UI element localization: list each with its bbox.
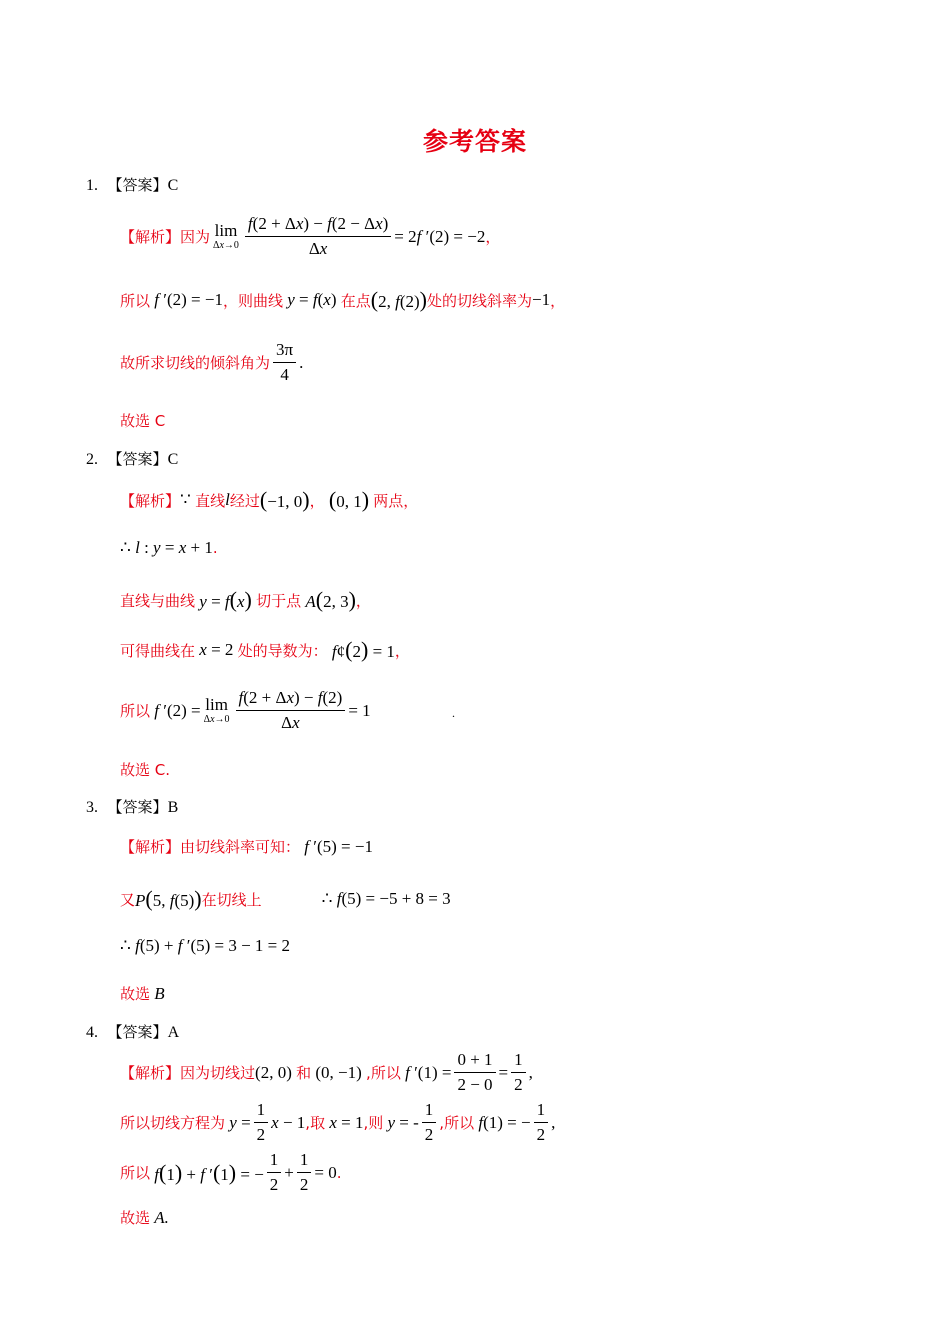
q4-l3-a: 所以 — [120, 1164, 151, 1182]
page-title: 参考答案 — [422, 127, 527, 156]
q4-tangent-rest: x − 1 — [271, 1112, 306, 1132]
q3-choose-letter: B — [154, 983, 165, 1003]
q2-l3-a: 直线与曲线 — [120, 591, 196, 610]
q1-difference-quotient: $\frac{f(2 + \Delta x) - f(2 - \Delta x)}{\Delta x}$ — [245, 214, 391, 259]
q2-number: 2. — [86, 451, 98, 468]
q2-analysis-line5 — [120, 688, 371, 733]
q2-choose-text: 故选 C. — [120, 761, 171, 779]
q1-eq1-rhs: = 2f ′(2) = −2 — [394, 226, 486, 246]
q1-analysis-tag: 【解析】 — [120, 228, 181, 246]
q4-x-choice: x = 1 — [329, 1112, 364, 1132]
q1-analysis-line3 — [120, 340, 303, 385]
q2-x-value: x = 2 — [199, 640, 238, 659]
q4-header — [86, 1021, 179, 1042]
q2-point1: (−1, 0) — [259, 487, 310, 512]
q1-l3-a: 故所求切线的倾斜角为 — [120, 354, 271, 372]
q1-header — [86, 174, 178, 195]
q1-choose-text: 故选 C — [120, 412, 166, 430]
q3-fvalue: ∴ f(5) = −5 + 8 = 3 — [321, 889, 451, 908]
q2-analysis-line2: ∴ l : y = x + 1 . — [120, 538, 218, 557]
q1-choose — [120, 410, 165, 431]
q2-l1-c: 两点， — [373, 491, 419, 510]
q4-analysis-tag: 【解析】 — [120, 1064, 181, 1082]
q2-because: ∵ — [180, 490, 196, 509]
q3-l2-a: 又 — [120, 890, 136, 909]
q4-answer: A — [167, 1024, 180, 1041]
q1-answer-tag: 【答案】 — [107, 176, 168, 194]
q1-angle-fraction: $\frac{3\pi}{4}$ — [273, 340, 296, 385]
q1-l2-b: ，则曲线 — [222, 291, 283, 310]
q4-choose-text: 故选 — [120, 1209, 151, 1227]
q4-sum-term2: $\frac{1}{2}$ — [297, 1150, 312, 1195]
q3-result: ∴ f(5) + f ′(5) = 3 − 1 = 2 — [120, 936, 291, 955]
q1-l1-text: 因为 — [180, 228, 211, 246]
q4-number: 4. — [86, 1024, 98, 1041]
q3-analysis-tag: 【解析】 — [120, 838, 181, 856]
q2-limit: lim Δx→0 — [203, 694, 230, 725]
q2-l5-a: 所以 — [120, 702, 151, 720]
q4-y-value: $\frac{1}{2}$ — [422, 1100, 437, 1145]
q3-answer: B — [167, 799, 179, 816]
q4-slope-fraction: $\frac{0 + 1}{2 - 0}$ — [454, 1050, 495, 1095]
q4-choose — [120, 1207, 169, 1228]
q3-choose-text: 故选 — [120, 985, 151, 1003]
q2-stray-dot: . — [452, 706, 455, 720]
q1-l2-d: 处的切线斜率为 — [426, 291, 532, 310]
q4-choose-letter: A. — [154, 1207, 169, 1227]
q3-analysis-line1 — [120, 836, 373, 857]
q2-curve: y = f(x) — [199, 587, 252, 612]
q4-l1-c: ,所以 — [366, 1064, 401, 1082]
q2-point-a: A(2, 3) — [305, 587, 356, 612]
q4-sum-rhs: = 0 — [314, 1162, 337, 1182]
q2-l3-b: 切于点 — [256, 591, 302, 610]
q4-l2-c: ,则 — [363, 1114, 384, 1132]
q4-tangent-coef: $\frac{1}{2}$ — [254, 1100, 269, 1145]
q4-l1-a: 因为切线过 — [180, 1064, 256, 1082]
q1-slope: −1 — [532, 290, 551, 309]
q2-answer: C — [167, 451, 179, 468]
q2-l1-b: 经过 — [229, 491, 260, 510]
q4-slope-value: $\frac{1}{2}$ — [511, 1050, 526, 1095]
q1-analysis-line2: 所以 f ′(2) = −1 ，则曲线 y = f(x) 在点 (2, f(2)) 处的切线斜率为 −1 ， — [120, 287, 566, 312]
q4-l2-b: ,取 — [305, 1114, 326, 1132]
q2-l4-b: 处的导数为： — [237, 641, 328, 660]
q3-slope: f ′(5) = −1 — [304, 836, 373, 856]
q2-point2: (0, 1) — [328, 487, 370, 512]
q4-tangent-lhs: y = — [229, 1112, 251, 1132]
q2-l4-a: 可得曲线在 — [120, 641, 196, 660]
q4-point1: (2, 0) — [255, 1062, 297, 1082]
q4-l2-a: 所以切线方程为 — [120, 1114, 226, 1132]
q4-answer-tag: 【答案】 — [107, 1023, 168, 1041]
q1-analysis-line1: 【解析】 因为 lim Δx→0 $\frac{f(2 + \Delta x) - f(2 - \Delta x)}{\Delta x}$ = 2f ′(2) = −2 ， — [120, 214, 501, 258]
q3-point-p: P(5, f(5)) — [135, 886, 202, 911]
q4-y-lhs: y = - — [387, 1112, 419, 1132]
q1-l2-c: 在点 — [340, 291, 371, 310]
q2-header — [86, 448, 178, 469]
q2-deriv-lhs: f ′(2) = — [154, 700, 201, 720]
q4-f1-value: $\frac{1}{2}$ — [534, 1100, 549, 1145]
q1-curve: y = f(x) — [287, 290, 341, 309]
q2-line-eq: ∴ l : y = x + 1 — [120, 538, 213, 557]
q1-derivative-value: f ′(2) = −1 — [154, 290, 223, 309]
q2-line-l: l — [225, 490, 230, 509]
q1-answer: C — [167, 177, 179, 194]
q1-period: . — [299, 352, 304, 372]
q3-analysis-line2 — [120, 886, 451, 912]
q3-l1-a: 由切线斜率可知： — [180, 838, 301, 856]
q4-sum-term1: $\frac{1}{2}$ — [267, 1150, 282, 1195]
q3-answer-tag: 【答案】 — [107, 798, 168, 816]
q4-l2-d: ,所以 — [439, 1114, 475, 1132]
q2-answer-tag: 【答案】 — [107, 450, 168, 468]
q1-point: (2, f(2)) — [370, 287, 427, 312]
q2-analysis-line3: 直线与曲线 y = f(x) 切于点 A(2, 3) ， — [120, 587, 371, 612]
q2-analysis-line4: 可得曲线在 x = 2 处的导数为： f¢(2) = 1 ， — [120, 637, 410, 662]
q3-l2-b: 在切线上 — [201, 890, 262, 909]
q4-analysis-line1: 【解析】 因为切线过 (2, 0) 和 (0, −1) ,所以 f ′(1) = $\frac{0 + 1}{2 - 0}$ = $\frac{1}{2}$ , — [120, 1050, 533, 1094]
q3-choose — [120, 983, 165, 1004]
q4-l1-b: 和 — [296, 1064, 312, 1082]
q3-number: 3. — [86, 799, 98, 816]
q3-analysis-line3 — [120, 936, 290, 956]
q2-analysis-line1: 【解析】 ∵ 直线 l 经过 (−1, 0) ， (0, 1) 两点， — [120, 487, 419, 512]
q4-deriv-lhs: f ′(1) = — [405, 1062, 452, 1082]
q4-f1-lhs: f(1) = − — [478, 1112, 531, 1132]
q4-analysis-line3: 所以 f(1) + f ′(1) = − $\frac{1}{2}$ + $\frac{1}{2}$ = 0 . — [120, 1150, 342, 1194]
q1-number: 1. — [86, 177, 98, 194]
q4-sum-lhs: f(1) + f ′(1) = − — [154, 1159, 264, 1185]
q2-eq-rhs: = 1 — [348, 700, 371, 720]
q1-l2-a: 所以 — [120, 291, 151, 310]
q2-analysis-tag: 【解析】 — [120, 491, 181, 510]
q1-limit: lim Δx→0 — [213, 220, 239, 251]
q3-header — [86, 796, 178, 817]
q2-difference-quotient: $\frac{f(2 + \Delta x) - f(2)}{\Delta x}$ — [236, 688, 346, 733]
q4-point2: (0, −1) — [311, 1062, 367, 1082]
q2-l1-a: 直线 — [195, 491, 226, 510]
q2-choose — [120, 759, 170, 780]
q4-analysis-line2: 所以切线方程为 y = $\frac{1}{2}$ x − 1 ,取 x = 1 ,则 y = - $\frac{1}{2}$ ,所以 f(1) = − $\frac{1}{2}$ , — [120, 1100, 556, 1144]
q2-derivative: f¢(2) = 1 — [331, 637, 395, 662]
